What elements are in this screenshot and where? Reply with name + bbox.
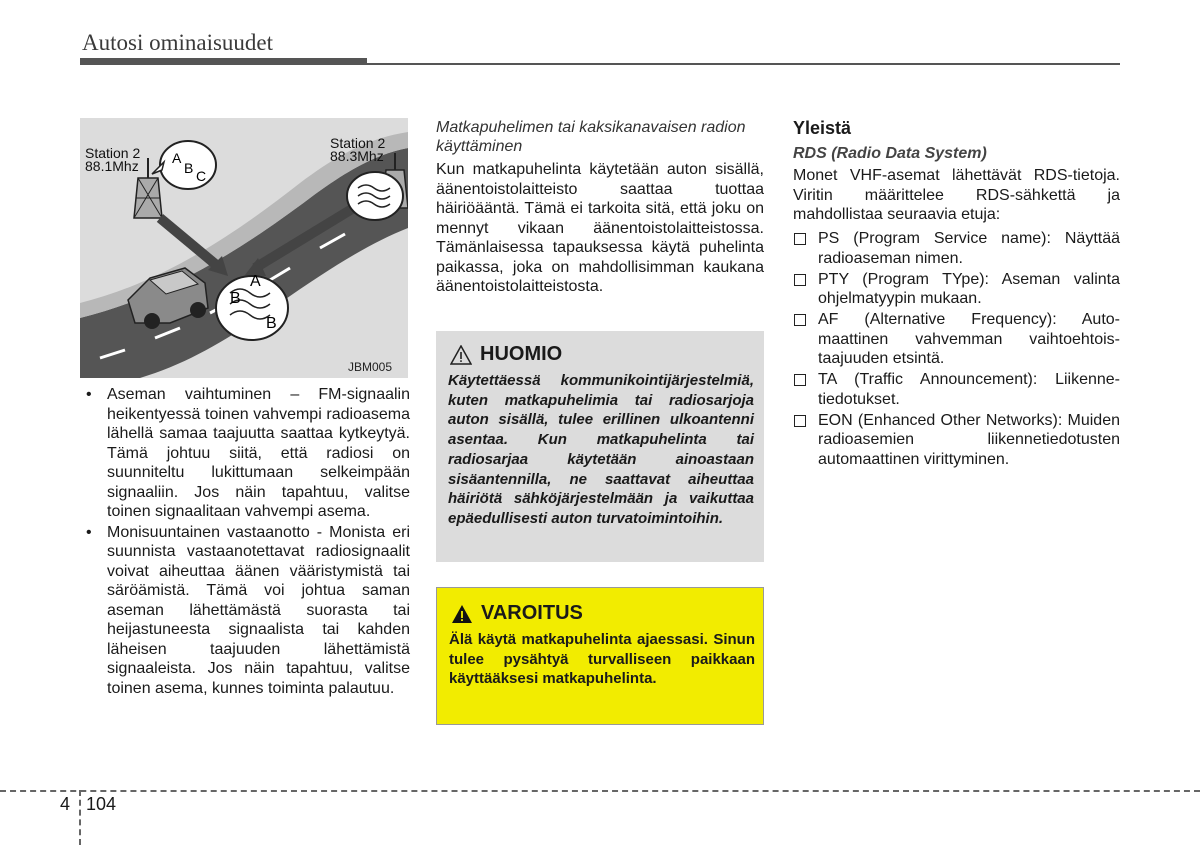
- warning-text: Älä käytä matkapuhelinta ajaessasi. Sinun tulee pysähtyä turvalliseen paikkaan käyttääksesi matkapuhelinta.: [449, 631, 755, 687]
- rds-feature-list: [793, 229, 1120, 471]
- warning-heading: [451, 602, 583, 625]
- caution-heading: [450, 343, 562, 366]
- column-2-paragraph: Kun matkapuhelinta käytetään auton sisällä, äänentoistolaitteisto saattaa tuottaa häiriöääntä. Tämä ei tarkoita sitä, että joku on mennyt vikaan äänentoistolaitteistossa. Tämänlaisessa tapauksessa käytä puhelinta paikassa, joka on mahdollisimman kaukana äänentoistolaitteistosta.: [436, 161, 764, 295]
- list-item: [793, 229, 1120, 268]
- page-header-title: Autosi ominaisuudet: [82, 30, 274, 55]
- station-left-freq: 88.1Mhz: [85, 158, 139, 174]
- list-item: [793, 270, 1120, 309]
- list-item-text: PS (Program Service name): Näyttää radioaseman nimen.: [818, 230, 1120, 267]
- road-scene-drawing: [80, 118, 408, 378]
- list-item: • Aseman vaihtuminen – FM-signaalin heikentyessä toinen vahvempi radioasema lähellä samaa taajuutta saattaa kytkeytyä. Tämä johtuu siitä, että radiosi on suunniteltu lukittumaan selkeimpään signaaliin. Jos näin tapahtuu, valitse toinen signaalitaan vahvempi asema.: [80, 385, 410, 522]
- caution-title: HUOMIO: [480, 343, 563, 365]
- column-1-bullet-list: [80, 385, 410, 699]
- column-3-subheading: RDS (Radio Data System): [793, 145, 987, 162]
- figure-code: JBM005: [348, 360, 393, 374]
- list-item: [793, 411, 1120, 470]
- warning-title: VAROITUS: [481, 602, 583, 624]
- list-item: • Monisuuntainen vastaanotto - Monista eri suunnista vastaanotettavat radiosignaalit voivat aiheuttaa äänen vääristymistä tai säröämistä. Tämä voi johtua saman aseman lähettämästä suorasta tai heijastuneesta signaalista tai kahden läheisen taajuuden lähettämistä signaaleista. Jos näin tapahtuu, valitse toinen asema, kunnes toiminta palautuu.: [80, 523, 410, 699]
- chapter-number: 4: [60, 794, 71, 814]
- checkbox-icon: [794, 274, 806, 286]
- car-bubble-letter-b: B: [230, 290, 241, 307]
- header-rule: [367, 63, 1120, 65]
- station-right-name: Station 2: [330, 135, 386, 151]
- warning-triangle-icon: [451, 604, 473, 624]
- page-number: 104: [86, 794, 117, 814]
- bubble-letter-a: A: [172, 150, 182, 166]
- radio-reception-illustration: [80, 118, 408, 378]
- station-left-name: Station 2: [85, 145, 141, 161]
- checkbox-icon: [794, 314, 806, 326]
- checkbox-icon: [794, 233, 806, 245]
- station-right-freq: 88.3Mhz: [330, 148, 384, 164]
- warning-box: [436, 587, 764, 725]
- checkbox-icon: [794, 374, 806, 386]
- bubble-letter-c: C: [196, 168, 207, 184]
- list-item-text: PTY (Program TYpe): Aseman valinta ohjelmatyypin mukaan.: [818, 270, 1120, 307]
- footer-dashed-rule: [0, 790, 1200, 792]
- caution-text: Käytettäessä kommunikointijärjestelmiä, kuten matkapuhelimia tai radiosarjoja auton sisällä, tulee erillinen ulkoantenni asentaa. Kun matkapuhelinta tai radiosarjaa käytetään ainoastaan sisäantennilla, ne saattavat aiheuttaa häiriötä sähköjärjestelmään ja vaikuttaa epäedullisesti auton turvatoimintoihin.: [448, 372, 754, 527]
- car-bubble-letter-a: A: [250, 273, 261, 290]
- header-bar: [80, 58, 367, 65]
- car-bubble-letter-b2: B: [266, 315, 277, 332]
- list-item: [793, 370, 1120, 409]
- caution-triangle-icon: [450, 345, 472, 365]
- column-2-subheading: Matkapuhelimen tai kaksikanavaisen radion käyttäminen: [436, 119, 746, 155]
- checkbox-icon: [794, 415, 806, 427]
- bubble-letter-b: B: [184, 160, 194, 176]
- caution-box: [436, 331, 764, 562]
- list-item-text: EON (Enhanced Other Networks): Muiden radioasemien liikennetiedotusten automaattinen virittyminen.: [818, 411, 1120, 468]
- column-3-paragraph: Monet VHF-asemat lähettävät RDS-tietoja. Viritin määrittelee RDS-sähkettä ja mahdollistaa seuraavia etuja:: [793, 167, 1120, 223]
- column-3-heading: Yleistä: [793, 118, 852, 138]
- list-item-text: TA (Traffic Announcement): Liikennetiedotukset.: [818, 371, 1120, 408]
- footer-dashed-divider: [79, 790, 81, 845]
- list-item: [793, 310, 1120, 369]
- list-item-text: AF (Alternative Frequency): Automaattinen vahvemman vaihtoehtoistaajuuden etsintä.: [818, 311, 1120, 367]
